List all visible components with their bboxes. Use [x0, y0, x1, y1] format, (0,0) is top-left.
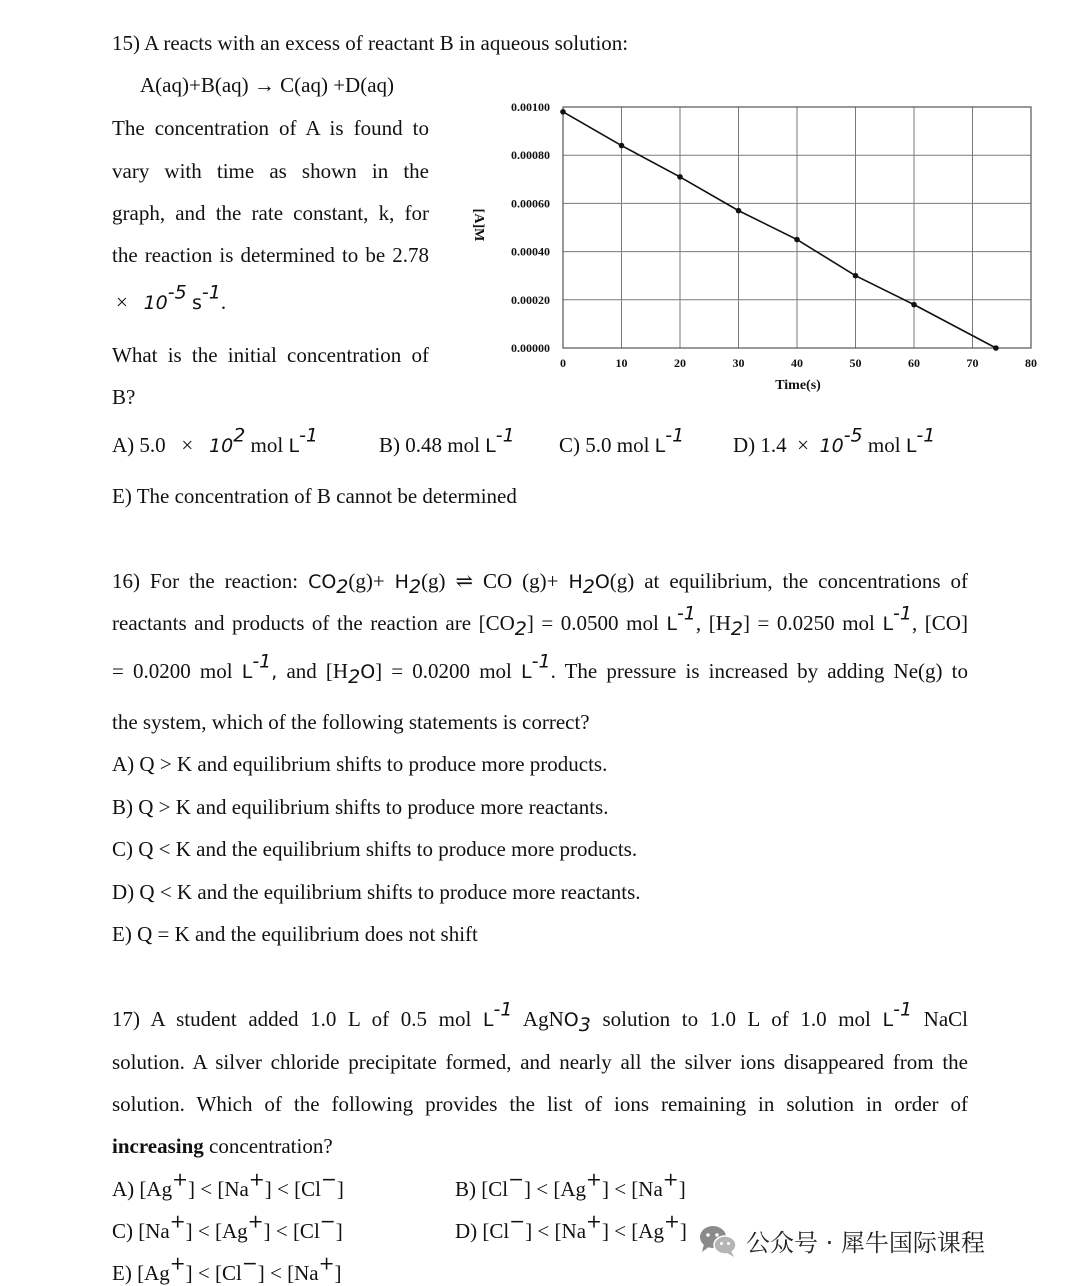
q15-option-d: D) $1.4 \times 10^{-5}$ mol $L^{-1}$	[733, 424, 936, 457]
data-point	[853, 273, 859, 279]
data-point	[794, 237, 800, 243]
x-tick-label: 60	[908, 356, 920, 370]
q16-option-d: D) Q < K and the equilibrium shifts to produce more reactants.	[112, 880, 641, 904]
concentration-time-chart	[455, 95, 1055, 400]
y-axis-label: [A]M	[471, 208, 486, 242]
wechat-watermark	[698, 1223, 985, 1258]
q15-stem-line-3: graph, and the rate constant, k, for	[112, 201, 429, 225]
x-tick-label: 40	[791, 356, 803, 370]
series-line	[563, 112, 996, 348]
times-symbol: ×	[116, 290, 128, 314]
q17-line-4: increasing concentration?	[112, 1134, 333, 1158]
q16-line-2: reactants and products of the reaction are $[CO_2] = 0.0500$ mol $L^{-1}$, $[H_2] = 0.0250$ mol $L^{-1}$, [CO]	[112, 602, 968, 640]
q17-line-2: solution. A silver chloride precipitate formed, and nearly all the silver ions disappeared from the	[112, 1050, 968, 1074]
q16-option-c: C) Q < K and the equilibrium shifts to produce more products.	[112, 837, 638, 861]
q15-header: 15) A reacts with an excess of reactant B in aqueous solution:	[112, 31, 629, 55]
data-point	[560, 109, 566, 115]
data-point	[677, 174, 683, 180]
y-tick-label: 0.00100	[511, 100, 550, 114]
q15-stem-line-2: vary with time as shown in the	[112, 159, 429, 183]
x-tick-label: 50	[849, 356, 862, 370]
x-tick-label: 20	[674, 356, 686, 370]
q15-question-line-2: B?	[112, 385, 136, 409]
y-tick-label: 0.00080	[511, 148, 550, 163]
q16-option-a: A) Q > K and equilibrium shifts to produce more products.	[112, 752, 608, 776]
k-power-base: 10	[143, 292, 168, 314]
x-axis-label: Time(s)	[775, 378, 821, 393]
q15-equation: A(aq)+B(aq) → C(aq) +D(aq)	[140, 73, 395, 97]
q16-line-4: the system, which of the following statements is correct?	[112, 710, 590, 734]
q16-line-1: 16) For the reaction: $CO_2(g)+ H_2(g)$ ⇌ CO $(g)+ H_2O(g)$ at equilibrium, the concentrations of	[112, 569, 968, 598]
q15-option-b: B) 0.48 mol $L^{-1}$	[379, 424, 515, 457]
q15-stem-line-1: The concentration of A is found to	[112, 116, 429, 140]
data-point	[911, 302, 917, 308]
y-tick-label: 0.00000	[511, 341, 550, 355]
q15-stem-line-4: the reaction is determined to be 2.78	[112, 243, 429, 267]
q17-line-3: solution. Which of the following provides the list of ions remaining in solution in order of	[112, 1092, 968, 1116]
y-tick-label: 0.00060	[511, 196, 550, 211]
x-tick-label: 70	[966, 356, 979, 370]
q17-option-c: C) [Na+] < [Ag+] < [Cl−]	[112, 1210, 343, 1243]
y-tick-label: 0.00040	[511, 244, 550, 259]
q15-question-line-1: What is the initial concentration of	[112, 343, 429, 367]
watermark-text: 公众号 · 犀牛国际课程	[746, 1229, 985, 1257]
emphasis-increasing: increasing	[112, 1134, 204, 1158]
q16-option-e: E) Q = K and the equilibrium does not shift	[112, 922, 478, 946]
q17-option-d: D) [Cl−] < [Na+] < [Ag+]	[455, 1210, 687, 1243]
q15-option-e: E) The concentration of B cannot be determined	[112, 484, 517, 508]
x-tick-label: 80	[1025, 356, 1037, 370]
q16-option-b: B) Q > K and equilibrium shifts to produce more reactants.	[112, 795, 609, 819]
k-unit: s	[191, 292, 202, 314]
q17-option-e: E) [Ag+] < [Cl−] < [Na+]	[112, 1252, 342, 1285]
data-point	[736, 208, 742, 214]
q15-option-c: C) 5.0 mol $L^{-1}$	[559, 424, 685, 457]
data-point	[619, 143, 625, 149]
q15-option-a: A) 5.0 × $10^2$ mol $L^{-1}$	[112, 424, 319, 457]
k-end: .	[220, 290, 227, 314]
k-unit-exponent: -1	[201, 281, 221, 304]
q15-rate-constant	[116, 281, 227, 314]
x-tick-label: 10	[615, 356, 628, 370]
k-power-exponent: -5	[167, 281, 187, 304]
q17-option-b: B) [Cl−] < [Ag+] < [Na+]	[455, 1168, 686, 1201]
q17-line-1: 17) A student added 1.0 L of 0.5 mol $L^{-1}$ AgNO$_3$ solution to 1.0 L of 1.0 mol $L^{-1}$ NaCl	[112, 998, 968, 1036]
y-tick-label: 0.00020	[511, 292, 550, 307]
q17-option-a: A) [Ag+] < [Na+] < [Cl−]	[112, 1168, 344, 1201]
data-point	[993, 345, 999, 351]
wechat-icon	[698, 1224, 738, 1258]
x-tick-label: 0	[560, 356, 566, 370]
x-tick-label: 30	[732, 356, 745, 370]
q16-line-3: = 0.0200 mol $L^{-1}$, and $[H_2O] = 0.0200$ mol $L^{-1}$. The pressure is increased by adding Ne(g) to	[112, 650, 968, 688]
